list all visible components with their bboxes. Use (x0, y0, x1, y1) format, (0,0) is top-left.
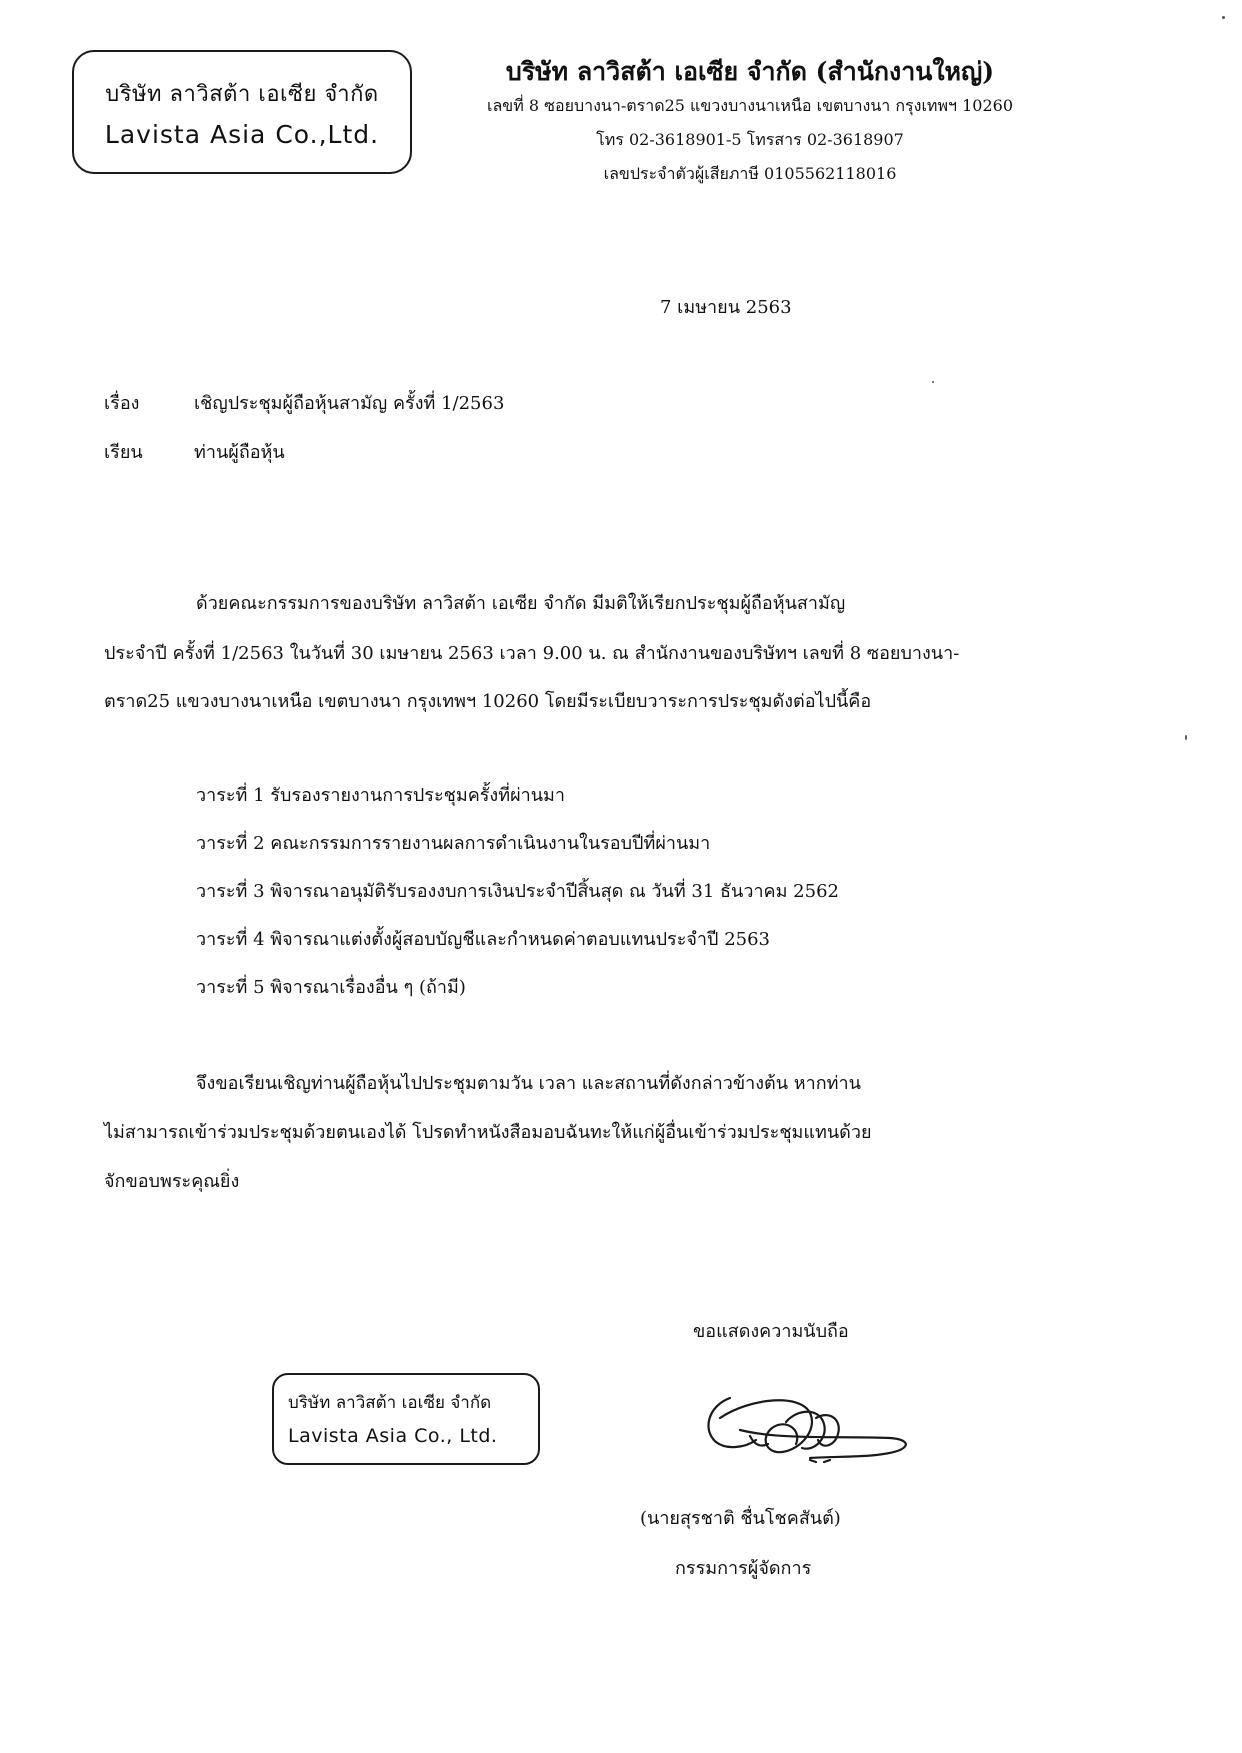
recipient-label: เรียน (104, 442, 143, 463)
signer-title: กรรมการผู้จัดการ (675, 1558, 812, 1579)
company-address: เลขที่ 8 ซอยบางนา-ตราด25 แขวงบางนาเหนือ เขตบางนา กรุงเทพฯ 10260 (487, 96, 1013, 115)
stamp-english-text: Lavista Asia Co., Ltd. (288, 1425, 498, 1447)
subject-value: เชิญประชุมผู้ถือหุ้นสามัญ ครั้งที่ 1/2563 (194, 393, 505, 414)
logo-thai-text: บริษัท ลาวิสต้า เอเซีย จำกัด (105, 82, 379, 107)
agenda-item: วาระที่ 2 คณะกรรมการรายงานผลการดำเนินงานในรอบปีที่ผ่านมา (196, 833, 711, 854)
company-name: บริษัท ลาวิสต้า เอเซีย จำกัด (สำนักงานใหญ่) (505, 57, 995, 86)
letter-date: 7 เมษายน 2563 (660, 297, 792, 318)
recipient-value: ท่านผู้ถือหุ้น (194, 442, 285, 463)
body-line: ด้วยคณะกรรมการของบริษัท ลาวิสต้า เอเซีย จำกัด มีมติให้เรียกประชุมผู้ถือหุ้นสามัญ (196, 593, 846, 614)
body-line: ตราด25 แขวงบางนาเหนือ เขตบางนา กรุงเทพฯ 10260 โดยมีระเบียบวาระการประชุมดังต่อไปนี้คือ (104, 691, 872, 712)
scan-speck (1185, 735, 1187, 740)
company-phone: โทร 02-3618901-5 โทรสาร 02-3618907 (596, 130, 904, 149)
company-stamp (272, 1373, 540, 1465)
agenda-item: วาระที่ 3 พิจารณาอนุมัติรับรองงบการเงินประจำปีสิ้นสุด ณ วันที่ 31 ธันวาคม 2562 (196, 881, 839, 902)
handwritten-signature (690, 1378, 920, 1488)
scan-speck (1222, 16, 1225, 19)
letterhead (450, 56, 1050, 186)
company-tax-id: เลขประจำตัวผู้เสียภาษี 0105562118016 (603, 164, 897, 183)
agenda-item: วาระที่ 5 พิจารณาเรื่องอื่น ๆ (ถ้ามี) (196, 977, 466, 998)
invitation-line: ไม่สามารถเข้าร่วมประชุมด้วยตนเองได้ โปรดทำหนังสือมอบฉันทะให้แก่ผู้อื่นเข้าร่วมประชุมแทนด้วย (104, 1122, 872, 1143)
scan-speck (932, 381, 934, 383)
body-line: ประจำปี ครั้งที่ 1/2563 ในวันที่ 30 เมษายน 2563 เวลา 9.00 น. ณ สำนักงานของบริษัทฯ เลขที่ 8 ซอยบางนา- (104, 643, 960, 664)
invitation-line: จักขอบพระคุณยิ่ง (104, 1171, 240, 1192)
company-logo (72, 50, 412, 174)
signer-name: (นายสุรชาติ ชื่นโชคสันต์) (640, 1508, 841, 1529)
agenda-item: วาระที่ 4 พิจารณาแต่งตั้งผู้สอบบัญชีและกำหนดค่าตอบแทนประจำปี 2563 (196, 929, 770, 950)
agenda-item: วาระที่ 1 รับรองรายงานการประชุมครั้งที่ผ่านมา (196, 785, 566, 806)
stamp-thai-text: บริษัท ลาวิสต้า เอเซีย จำกัด (288, 1393, 492, 1413)
logo-english-text: Lavista Asia Co.,Ltd. (104, 120, 380, 149)
subject-label: เรื่อง (104, 393, 140, 414)
invitation-line: จึงขอเรียนเชิญท่านผู้ถือหุ้นไปประชุมตามวัน เวลา และสถานที่ดังกล่าวข้างต้น หากท่าน (196, 1073, 861, 1094)
closing-text: ขอแสดงความนับถือ (693, 1321, 849, 1342)
